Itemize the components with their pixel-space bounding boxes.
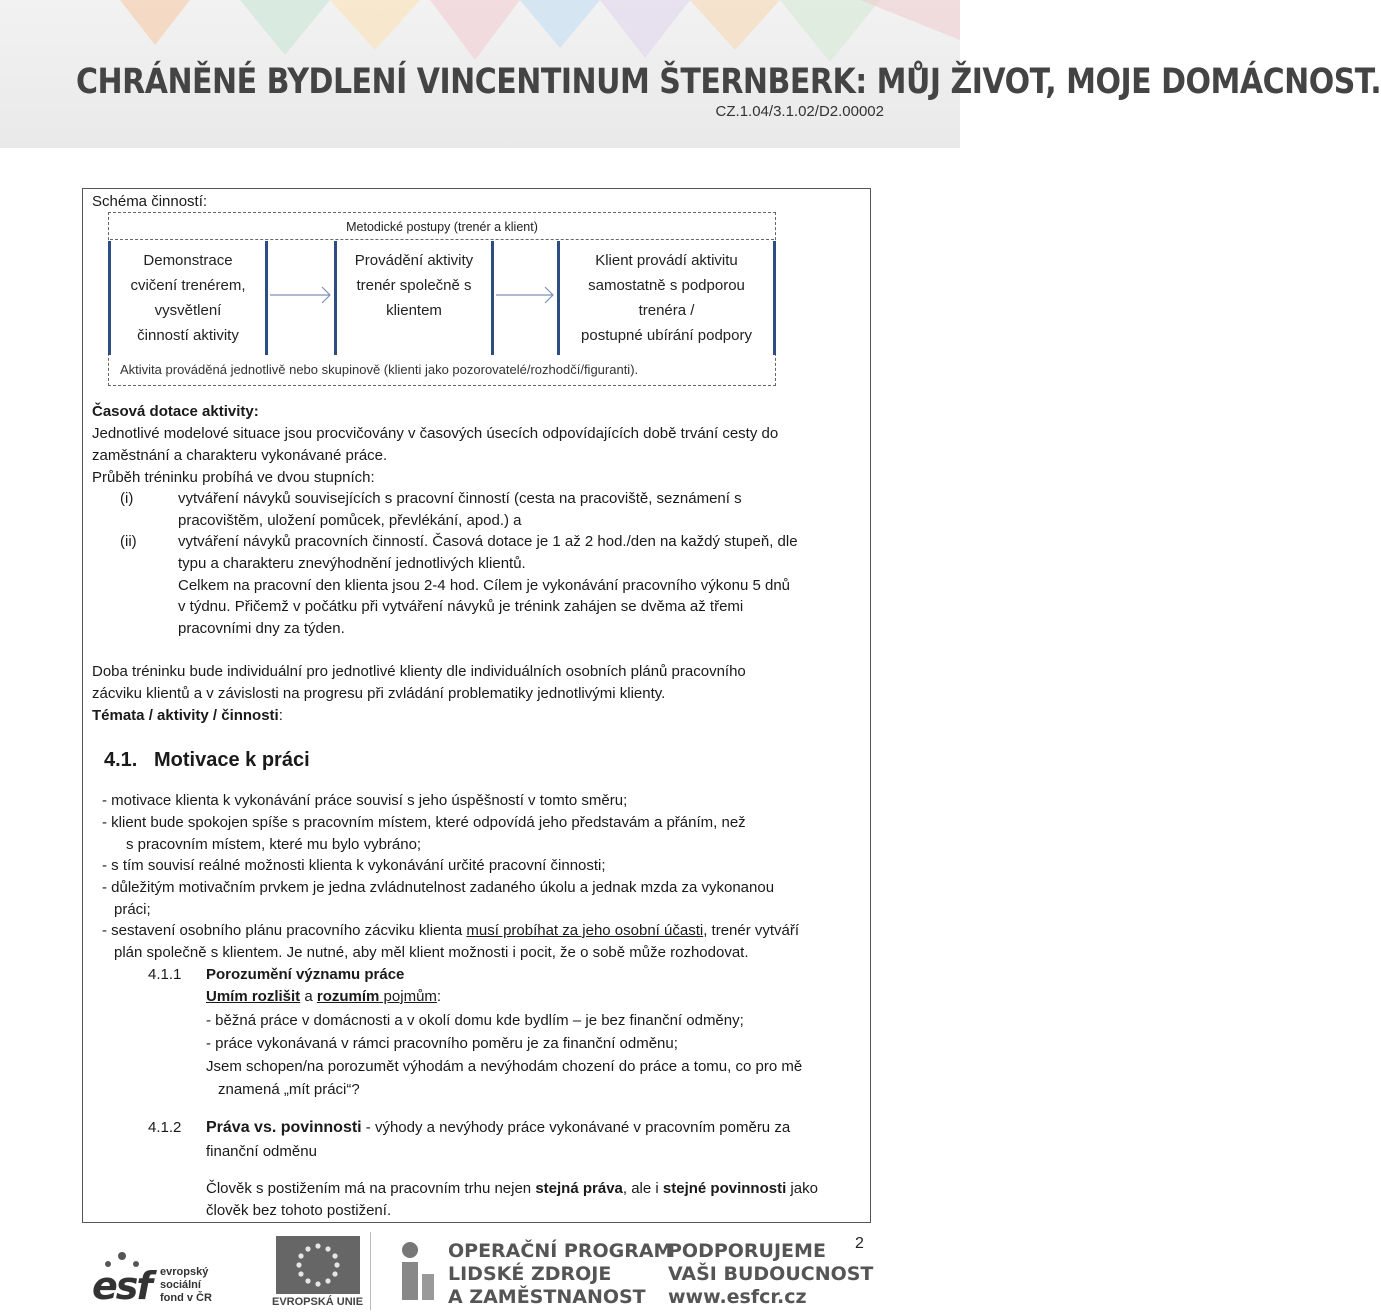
text: , trenér vytváří — [703, 922, 800, 939]
esf-caption-line: sociální — [160, 1279, 201, 1291]
text: - výhody a nevýhody práce vykonávané v pracovním poměru za — [361, 1119, 791, 1136]
bullet-line: s pracovním místem, které mu bylo vybráno; — [126, 836, 422, 853]
topics-bold: Témata / aktivity / činnosti — [92, 707, 279, 724]
section-number: 4.1. — [104, 749, 138, 771]
box1-line: Demonstrace — [143, 252, 233, 269]
support-slogan — [668, 1240, 873, 1309]
esf-caption-line: evropský — [160, 1266, 209, 1278]
bullet-line — [102, 920, 799, 942]
bold-text: Práva vs. povinnosti — [206, 1119, 362, 1136]
paragraph: Průběh tréninku probíhá ve dvou stupních: — [92, 469, 375, 486]
text: Člověk s postižením má na pracovním trhu nejen — [206, 1180, 536, 1197]
scheme-heading: Schéma činností: — [92, 193, 208, 210]
footer — [0, 1230, 960, 1313]
op-name-line: LIDSKÉ ZDROJE — [448, 1263, 612, 1285]
box3-line: trenéra / — [638, 302, 695, 319]
text: jako — [786, 1180, 818, 1197]
eu-label: EVROPSKÁ UNIE — [272, 1296, 364, 1308]
paragraph: Jsem schopen/na porozumět výhodám a nevýhodám chození do práce a tomu, co pro mě — [206, 1058, 803, 1075]
list-item: Celkem na pracovní den klienta jsou 2-4 hod. Cílem je vykonávání pracovního výkonu 5 dnů — [178, 577, 791, 594]
slogan-link[interactable]: www.esfcr.cz — [668, 1286, 807, 1308]
project-code: CZ.1.04/3.1.02/D2.00002 — [715, 103, 884, 120]
scheme-top-label: Metodické postupy (trenér a klient) — [110, 214, 774, 240]
box-left-bar — [108, 241, 111, 355]
subsection-number: 4.1.1 — [148, 966, 182, 983]
subsection-line — [206, 986, 441, 1008]
banner-title: CHRÁNĚNÉ BYDLENÍ VINCENTINUM ŠTERNBERK: MŮJ ŽIVOT, MOJE DOMÁCNOST. — [76, 62, 1381, 103]
list-item: vytváření návyků souvisejících s pracovní činností (cesta na pracoviště, seznámení s — [178, 490, 742, 507]
box-left-bar — [557, 241, 560, 355]
bullet-line: plán společně s klientem. Je nutné, aby měl klient možnosti i pocit, že o sobě může rozhodovat. — [114, 944, 749, 961]
arrow-right-icon — [268, 283, 334, 307]
bullet-line: - s tím souvisí reálné možnosti klienta k vykonávání určité pracovní činnosti; — [102, 857, 606, 874]
paragraph — [206, 1178, 818, 1200]
box1-line: vysvětlení — [154, 302, 222, 319]
box2-line: Provádění aktivity — [354, 252, 474, 269]
slogan-line: PODPORUJEME — [668, 1240, 826, 1262]
bold-underlined: Umím rozlišit — [206, 988, 301, 1005]
op-name-line: OPERAČNÍ PROGRAM — [448, 1240, 673, 1262]
bullet-line: - klient bude spokojen spíše s pracovním místem, které odpovídá jeho představám a přáním, než — [102, 814, 746, 831]
slogan-line: VAŠI BUDOUCNOST — [668, 1263, 874, 1285]
box3-line: Klient provádí aktivitu — [595, 252, 738, 269]
paragraph: znamená „mít práci“? — [218, 1081, 360, 1098]
op-logo-icon — [396, 1240, 438, 1304]
op-name — [448, 1240, 672, 1309]
subsection-title — [206, 1117, 790, 1139]
bullet-line: - motivace klienta k vykonávání práce souvisí s jeho úspěšností v tomto směru; — [102, 792, 628, 809]
paragraph: člověk bez tohoto postižení. — [206, 1202, 392, 1219]
bullet-line: práci; — [114, 901, 151, 918]
header-banner — [0, 0, 1381, 148]
page-number: 2 — [855, 1235, 864, 1252]
esf-caption-line: fond v ČR — [160, 1292, 212, 1304]
box2-line: trenér společně s — [356, 277, 472, 294]
bold-text: stejná práva — [535, 1180, 623, 1197]
list-item: pracovištěm, uložení pomůcek, převlékání, apod.) a — [178, 512, 522, 529]
box-right-bar — [773, 241, 776, 355]
topics-colon: : — [278, 707, 283, 724]
scheme-box-klient — [557, 241, 776, 355]
bold-underlined: rozumím — [316, 988, 380, 1005]
op-name-line: A ZAMĚSTNANOST — [448, 1286, 646, 1308]
scheme-note: Aktivita prováděná jednotlivě nebo skupinově (klienti jako pozorovatelé/rozhodčí/figuranti). — [120, 362, 639, 377]
box1-line: cvičení trenérem, — [130, 277, 246, 294]
time-heading: Časová dotace aktivity: — [92, 403, 259, 420]
list-item: vytváření návyků pracovních činností. Časová dotace je 1 až 2 hod./den na každý stupeň, dle — [178, 533, 798, 550]
paragraph: zaměstnání a charakteru vykonávané práce. — [92, 447, 388, 464]
box2-line: klientem — [386, 302, 442, 319]
paragraph: zácviku klientů a v závislosti na progresu při zvládání problematiky jednotlivými klienty. — [92, 685, 666, 702]
text: , ale i — [622, 1180, 663, 1197]
bullet-line: - důležitým motivačním prvkem je jedna zvládnutelnost zadaného úkolu a jednak mzda za vykonanou — [102, 879, 775, 896]
section-title: Motivace k práci — [154, 749, 310, 771]
text: : — [436, 988, 442, 1005]
list-item: typu a charakteru znevýhodnění jednotlivých klientů. — [178, 555, 526, 572]
footer-divider — [370, 1232, 371, 1310]
esf-logo-text: esf — [92, 1264, 151, 1308]
topics-heading — [92, 705, 283, 727]
paragraph: Jednotlivé modelové situace jsou procvičovány v časových úsecích odpovídajících době trvání cesty do — [92, 425, 779, 442]
bullet-line: - práce vykonávaná v rámci pracovního poměru je za finanční odměnu; — [206, 1035, 678, 1052]
eu-flag-icon — [276, 1236, 360, 1294]
esf-caption — [160, 1266, 212, 1305]
text: - sestavení osobního plánu pracovního zácviku klienta — [102, 922, 467, 939]
subsection-number: 4.1.2 — [148, 1119, 182, 1136]
underlined-text: pojmům — [379, 988, 437, 1005]
subsection-title-line: finanční odměnu — [206, 1143, 317, 1160]
list-item: v týdnu. Přičemž v počátku při vytváření návyků je trénink zahájen se dvěma až třemi — [178, 598, 744, 615]
scheme-box-provadeni — [334, 241, 494, 355]
list-label: (i) — [120, 490, 134, 507]
bullet-line: - běžná práce v domácnosti a v okolí domu kde bydlím – je bez finanční odměny; — [206, 1012, 744, 1029]
bold-text: stejné povinnosti — [662, 1180, 787, 1197]
box3-line: samostatně s podporou — [588, 277, 745, 294]
underlined-text: musí probíhat za jeho osobní účasti — [466, 922, 704, 939]
subsection-title: Porozumění významu práce — [206, 966, 405, 983]
list-label: (ii) — [120, 533, 137, 550]
scheme-box-demonstrace — [108, 241, 268, 355]
arrow-right-icon — [494, 283, 557, 307]
paragraph: Doba tréninku bude individuální pro jednotlivé klienty dle individuálních osobních plánů pracovního — [92, 663, 746, 680]
box-left-bar — [334, 241, 337, 355]
list-item: pracovními dny za týden. — [178, 620, 345, 637]
text: a — [300, 988, 317, 1005]
box1-line: činností aktivity — [137, 327, 239, 344]
box3-line: postupné ubírání podpory — [581, 327, 752, 344]
